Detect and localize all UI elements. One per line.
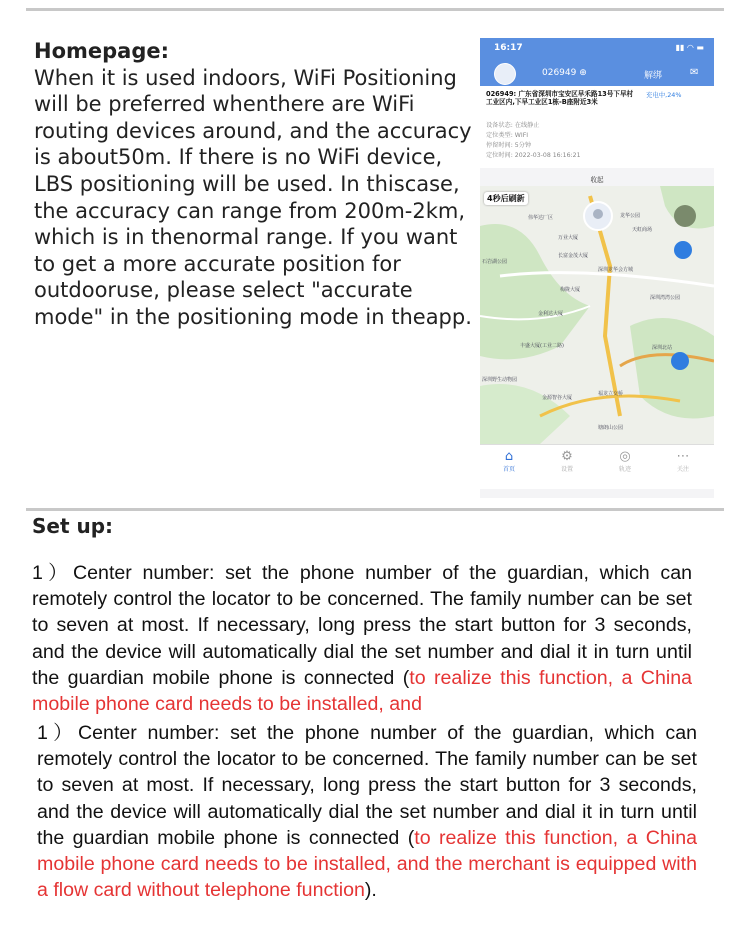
setup-paragraph-clipped: 1）Center number: set the phone number of the guardian, which can remotely control the locator to be concerned. The family number can be set to seven at most. If necessary, long press the start button for 3 seconds, and the device will automatically dial the set number and dial it in turn until the guardian mobile phone is connected (to realize this function, a China mobile phone card needs to be installed, and xyxy=(32,562,692,716)
more-icon: ⋯ xyxy=(676,449,690,464)
device-address: 026949: 广东省深圳市宝安区早禾路13号下早村工业区内,下早工业区1栋-B座附近3米 xyxy=(486,90,634,106)
app-screenshot xyxy=(480,38,714,498)
signal-icon: ▮▮ ◠ ▬ xyxy=(675,43,704,52)
mail-icon[interactable]: ✉ xyxy=(690,67,699,78)
map-label: 天虹商场 xyxy=(632,227,653,233)
unbind-button[interactable]: 解绑 xyxy=(644,71,663,81)
map-label: 福龙立交桥 xyxy=(598,391,624,397)
map-label: 伟华达厂区 xyxy=(528,215,554,221)
tab-home[interactable]: ⌂ 首页 xyxy=(480,449,538,473)
map-label: 万业大厦 xyxy=(558,235,579,241)
homepage-description xyxy=(34,38,474,331)
tab-settings[interactable]: ⚙ 设置 xyxy=(538,449,596,473)
map-label: 深圳龙华会方城 xyxy=(598,267,634,273)
map-label: 塘朗山公园 xyxy=(598,425,624,431)
map-label: 金源智谷大厦 xyxy=(542,395,573,401)
device-info-panel xyxy=(480,86,714,168)
map-view[interactable] xyxy=(480,186,714,444)
location-icon: ◎ xyxy=(619,449,631,464)
map-label: 深圳野生动物园 xyxy=(482,377,518,383)
tab-track[interactable]: ◎ 轨迹 xyxy=(596,449,654,473)
map-label: 丰盛大厦(工业二路) xyxy=(520,343,564,349)
locate-type: 定位类型: WIFI xyxy=(486,132,529,139)
map-label: 龙华公园 xyxy=(620,213,641,219)
section-divider xyxy=(26,508,724,511)
device-status: 设备状态: 在线静止 xyxy=(486,122,540,129)
map-graphic xyxy=(480,186,714,444)
map-label: 深圳湾湾公园 xyxy=(650,295,681,301)
home-icon: ⌂ xyxy=(504,449,514,464)
bottom-tab-bar xyxy=(480,444,714,489)
battery-status: 充电中,24% xyxy=(646,91,682,99)
stay-time: 停留时间: 5分钟 xyxy=(486,142,532,149)
setup-paragraph: 1）Center number: set the phone number of the guardian, which can remotely control the locator to be concerned. The family number can be set to seven at most. If necessary, long press the start button for 3 seconds, and the device will automatically dial the set number and dial it in turn until the guardian mobile phone is connected (to realize this function, a China mobile phone card needs to be installed, and the merchant is equipped with a flow card without telephone function). xyxy=(37,722,697,902)
status-time: 16:17 xyxy=(494,43,523,53)
map-label: 石岩湖公园 xyxy=(482,259,508,265)
map-label: 金利达大厦 xyxy=(538,311,564,317)
avatar[interactable] xyxy=(494,63,516,85)
top-divider xyxy=(26,8,724,11)
gear-icon: ⚙ xyxy=(561,449,573,464)
locate-time: 定位时间: 2022-03-08 16:16:21 xyxy=(486,152,581,159)
homepage-body: When it is used indoors, WiFi Positioning will be preferred whenthere are WiFi routing devices around, and the accuracy is about50m. If there is no WiFi device, LBS positioning will be used. In thiscase, the accuracy can range from 200m-2km, which is in thenormal range. If you want to get a more accurate position for outdooruse, please select "accurate mode" in the positioning mode in theapp. xyxy=(34,65,472,329)
tab-follow[interactable]: ⋯ 关注 xyxy=(654,449,712,473)
app-header xyxy=(480,38,714,86)
collapse-button[interactable]: 收起 xyxy=(590,176,604,184)
homepage-heading: Homepage: xyxy=(34,39,170,63)
refresh-countdown: 4秒后刷新 xyxy=(484,192,528,205)
setup-heading: Set up: xyxy=(32,514,114,538)
device-id[interactable]: 026949 ⊕ xyxy=(542,68,587,78)
map-label: 长富金茂大厦 xyxy=(558,253,589,259)
map-label: 梅陇大厦 xyxy=(560,287,581,293)
map-label: 深圳北站 xyxy=(652,345,673,351)
